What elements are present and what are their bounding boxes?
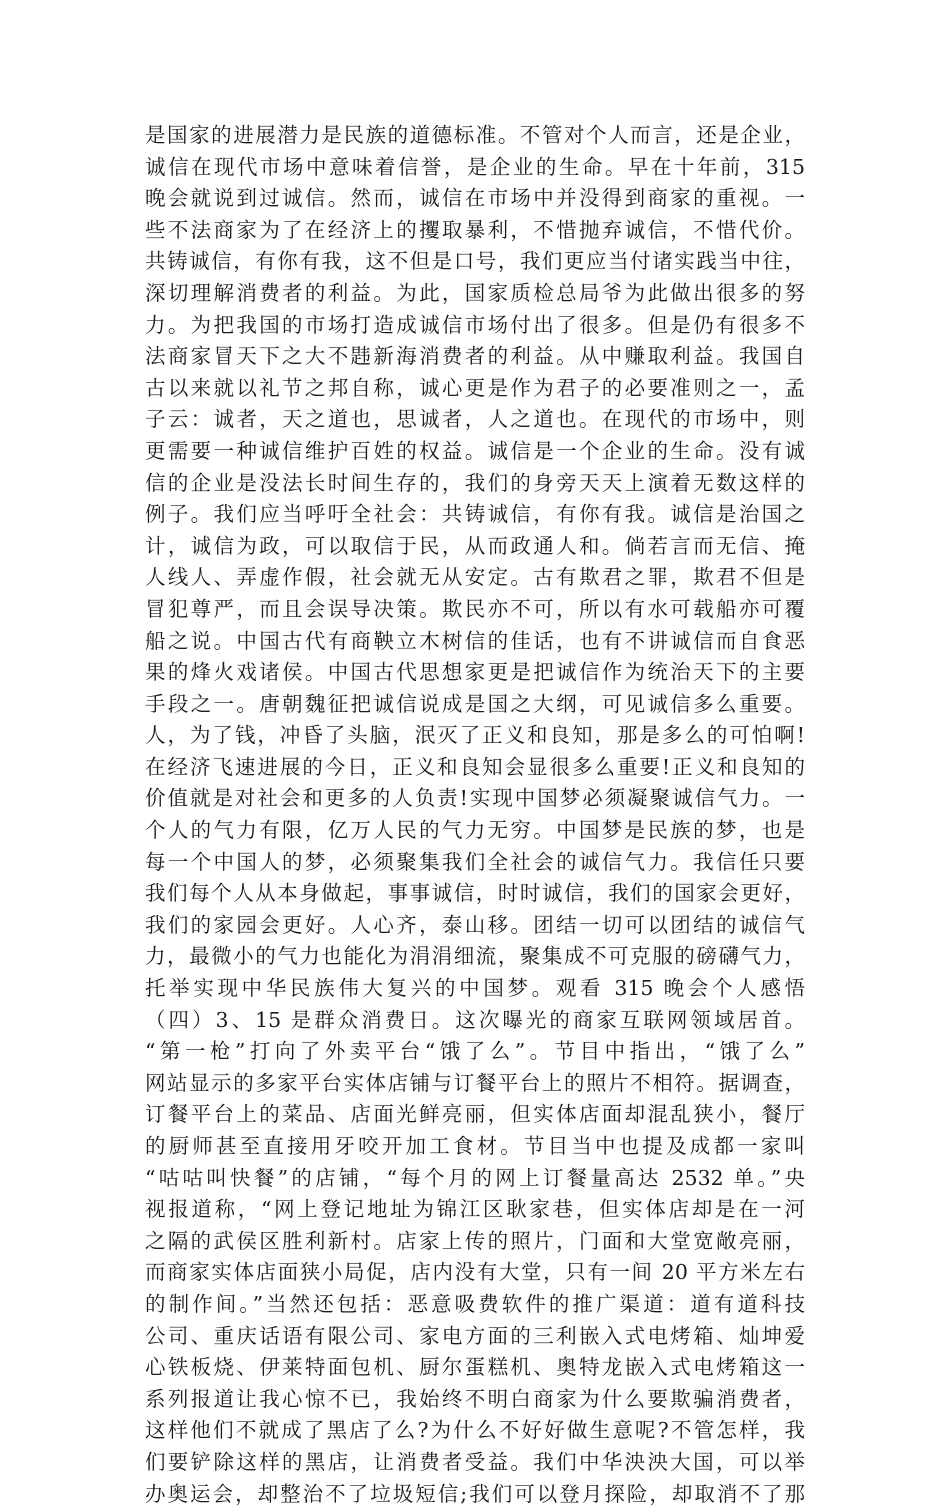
text-line: 计，诚信为政，可以取信于民，从而政通人和。倘若言而无信、掩 xyxy=(145,533,805,558)
text-line: 人线人、弄虚作假，社会就无从安定。古有欺君之罪，欺君不但是 xyxy=(145,565,805,590)
text-line: 系列报道让我心惊不已，我始终不明白商家为什么要欺骗消费者， xyxy=(145,1386,805,1411)
text-line: 心铁板烧、伊莱特面包机、厨尔蛋糕机、奥特龙嵌入式电烤箱这一 xyxy=(145,1355,805,1380)
text-line: 手段之一。唐朝魏征把诚信说成是国之大纲，可见诚信多么重要。 xyxy=(145,691,805,716)
text-line: 在经济飞速进展的今日，正义和良知会显很多么重要!正义和良知的 xyxy=(145,754,805,779)
text-line: 信的企业是没法长时间生存的，我们的身旁天天上演着无数这样的 xyxy=(145,470,805,495)
text-line: 晚会就说到过诚信。然而，诚信在市场中并没得到商家的重视。一 xyxy=(145,186,805,211)
text-line: 力。为把我国的市场打造成诚信市场付出了很多。但是仍有很多不 xyxy=(145,312,805,337)
text-line: 我们的家园会更好。人心齐，泰山移。团结一切可以团结的诚信气 xyxy=(145,912,805,937)
text-line: （四）3、15 是群众消费日。这次曝光的商家互联网领域居首。 xyxy=(145,1007,805,1032)
text-line: 办奥运会，却整治不了垃圾短信;我们可以登月探险，却取消不了那 xyxy=(145,1481,805,1506)
text-line: 果的烽火戏诸侯。中国古代思想家更是把诚信作为统治天下的主要 xyxy=(145,660,805,685)
text-line: 更需要一种诚信维护百姓的权益。诚信是一个企业的生命。没有诚 xyxy=(145,438,805,463)
text-line: “咕咕叫快餐”的店铺，“每个月的网上订餐量高达 2532 单。”央 xyxy=(145,1165,805,1190)
text-line: “第一枪”打向了外卖平台“饿了么”。节目中指出，“饿了么” xyxy=(145,1039,805,1064)
text-line: 网站显示的多家平台实体店铺与订餐平台上的照片不相符。据调查， xyxy=(145,1070,805,1095)
text-line: 个人的气力有限，亿万人民的气力无穷。中国梦是民族的梦，也是 xyxy=(145,818,805,843)
text-line: 的厨师甚至直接用牙咬开加工食材。节目当中也提及成都一家叫 xyxy=(145,1134,805,1158)
text-line: 诚信在现代市场中意味着信誉，是企业的生命。早在十年前，315 xyxy=(145,154,805,179)
text-line: 法商家冒天下之大不韪新海消费者的利益。从中赚取利益。我国自 xyxy=(145,344,805,369)
text-line: 共铸诚信，有你有我，这不但是口号，我们更应当付诸实践当中往， xyxy=(145,249,805,274)
text-line: 古以来就以礼节之邦自称，诚心更是作为君子的必要准则之一，孟 xyxy=(145,375,805,400)
text-line: 些不法商家为了在经济上的攫取暴利，不惜抛弃诚信，不惜代价。 xyxy=(145,217,805,242)
text-line: 冒犯尊严，而且会误导决策。欺民亦不可，所以有水可载船亦可覆 xyxy=(145,596,805,621)
text-line: 力，最微小的气力也能化为涓涓细流，聚集成不可克服的磅礴气力， xyxy=(145,944,805,969)
body-text xyxy=(145,120,805,1510)
text-line: 子云：诚者，天之道也，思诚者，人之道也。在现代的市场中，则 xyxy=(145,407,805,432)
text-line: 订餐平台上的菜品、店面光鲜亮丽，但实体店面却混乱狭小，餐厅 xyxy=(145,1102,805,1127)
text-line: 视报道称，“网上登记地址为锦江区耿家巷，但实体店却是在一河 xyxy=(145,1197,805,1222)
text-line: 例子。我们应当呼吁全社会：共铸诚信，有你有我。诚信是治国之 xyxy=(145,502,805,527)
text-line: 深切理解消费者的利益。为此，国家质检总局爷为此做出很多的努 xyxy=(145,280,805,305)
text-line: 船之说。中国古代有商鞅立木树信的佳话，也有不讲诚信而自食恶 xyxy=(145,628,805,653)
text-line: 的制作间。”当然还包括：恶意吸费软件的推广渠道：道有道科技 xyxy=(145,1291,805,1316)
text-line: 价值就是对社会和更多的人负责!实现中国梦必须凝聚诚信气力。一 xyxy=(145,786,805,811)
text-line: 我们每个人从本身做起，事事诚信，时时诚信，我们的国家会更好， xyxy=(145,881,805,906)
text-line: 之隔的武侯区胜利新村。店家上传的照片，门面和大堂宽敞亮丽， xyxy=(145,1228,805,1253)
text-line: 人，为了钱，冲昏了头脑，泯灭了正义和良知，那是多么的可怕啊! xyxy=(145,723,805,748)
text-line: 公司、重庆话语有限公司、家电方面的三利嵌入式电烤箱、灿坤爱 xyxy=(145,1323,805,1348)
text-line: 而商家实体店面狭小局促，店内没有大堂，只有一间 20 平方米左右 xyxy=(145,1260,805,1285)
text-line: 每一个中国人的梦，必须聚集我们全社会的诚信气力。我信任只要 xyxy=(145,849,805,874)
text-line: 托举实现中华民族伟大复兴的中国梦。观看 315 晚会个人感悟 xyxy=(145,976,805,1001)
text-line: 这样他们不就成了黑店了么?为什么不好好做生意呢?不管怎样，我 xyxy=(145,1418,805,1443)
text-line: 是国家的进展潜力是民族的道德标准。不管对个人而言，还是企业， xyxy=(145,123,805,147)
text-line: 们要铲除这样的黑店，让消费者受益。我们中华泱泱大国，可以举 xyxy=(145,1449,805,1474)
